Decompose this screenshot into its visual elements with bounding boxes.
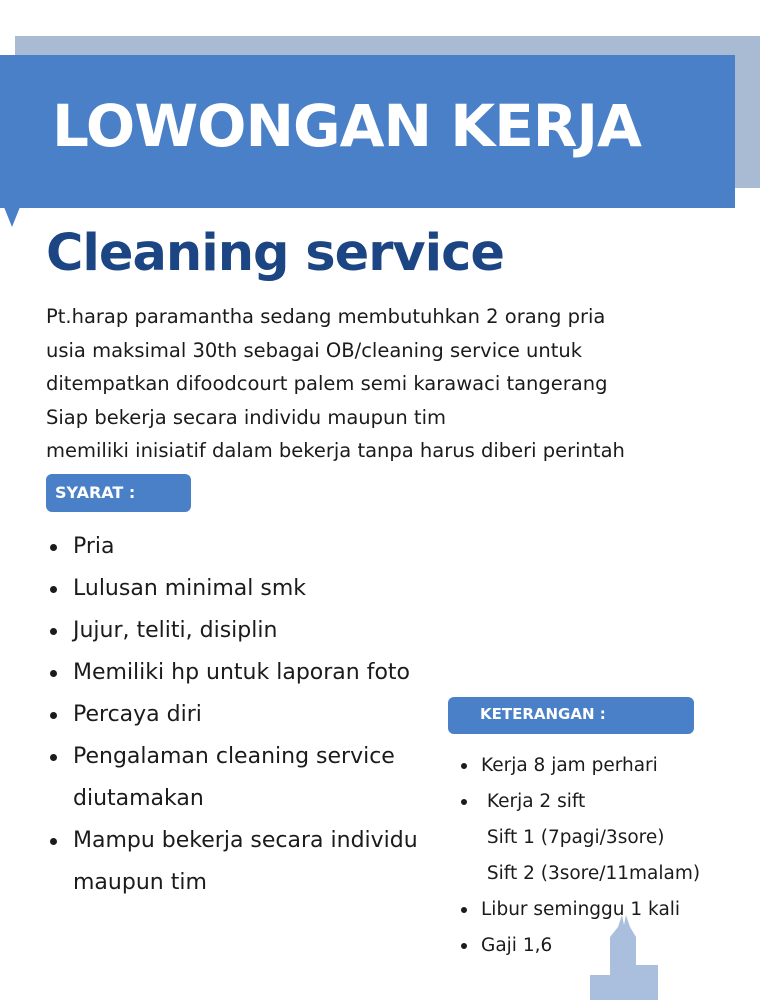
list-item-text: Pria — [73, 534, 115, 559]
keterangan-badge: KETERANGAN : — [448, 697, 694, 734]
list-item-text: Memiliki hp untuk laporan foto — [73, 660, 410, 685]
list-item-text: Percaya diri — [73, 702, 202, 727]
bullet-icon — [461, 943, 467, 949]
list-item — [460, 856, 700, 892]
list-item — [48, 652, 418, 694]
bullet-icon — [50, 586, 57, 593]
list-item — [460, 820, 700, 856]
job-title: Cleaning service — [46, 224, 504, 283]
building-silhouette-icon — [560, 915, 690, 1000]
list-item-text: Kerja 8 jam perhari — [481, 755, 658, 776]
bullet-icon — [461, 799, 467, 805]
bullet-icon — [50, 628, 57, 635]
list-item — [460, 748, 700, 784]
list-item-text: Lulusan minimal smk — [73, 576, 306, 601]
description-line: Siap bekerja secara individu maupun tim — [46, 405, 446, 429]
bullet-icon — [50, 544, 57, 551]
list-item-text: Pengalaman cleaning service — [73, 744, 395, 769]
list-item-text: Mampu bekerja secara individu — [73, 828, 418, 853]
description-line: Pt.harap paramantha sedang membutuhkan 2 orang pria — [46, 305, 606, 328]
list-item-text: Sift 1 (7pagi/3sore) — [481, 827, 665, 848]
syarat-badge: SYARAT : — [46, 474, 191, 512]
list-item — [48, 694, 418, 736]
list-item — [460, 784, 700, 820]
list-item — [48, 568, 418, 610]
bullet-icon — [50, 712, 57, 719]
job-description — [46, 300, 625, 468]
list-item — [48, 526, 418, 568]
list-item — [48, 610, 418, 652]
list-item-text: Jujur, teliti, disiplin — [73, 618, 278, 643]
banner-title: LOWONGAN KERJA — [52, 92, 641, 160]
bullet-icon — [50, 754, 57, 761]
list-item-text: Gaji 1,6 — [481, 935, 553, 956]
list-item-text: Kerja 2 sift — [481, 791, 586, 812]
list-item-text: Sift 2 (3sore/11malam) — [481, 863, 701, 884]
bullet-icon — [50, 670, 57, 677]
list-item — [48, 778, 418, 820]
list-item — [48, 862, 418, 904]
description-line: ditempatkan difoodcourt palem semi karawaci tangerang — [46, 372, 608, 395]
bullet-icon — [461, 763, 467, 769]
list-item-text: Libur seminggu 1 kali — [481, 899, 681, 920]
bullet-icon — [50, 838, 57, 845]
description-line: usia maksimal 30th sebagai OB/cleaning service untuk — [46, 338, 583, 362]
list-item-text: diutamakan — [73, 786, 204, 811]
list-item — [48, 736, 418, 778]
list-item — [48, 820, 418, 862]
syarat-list — [48, 526, 418, 904]
bullet-icon — [461, 907, 467, 913]
description-line: memiliki inisiatif dalam bekerja tanpa harus diberi perintah — [46, 439, 625, 462]
list-item-text: maupun tim — [73, 870, 207, 895]
banner-tail — [4, 207, 20, 227]
